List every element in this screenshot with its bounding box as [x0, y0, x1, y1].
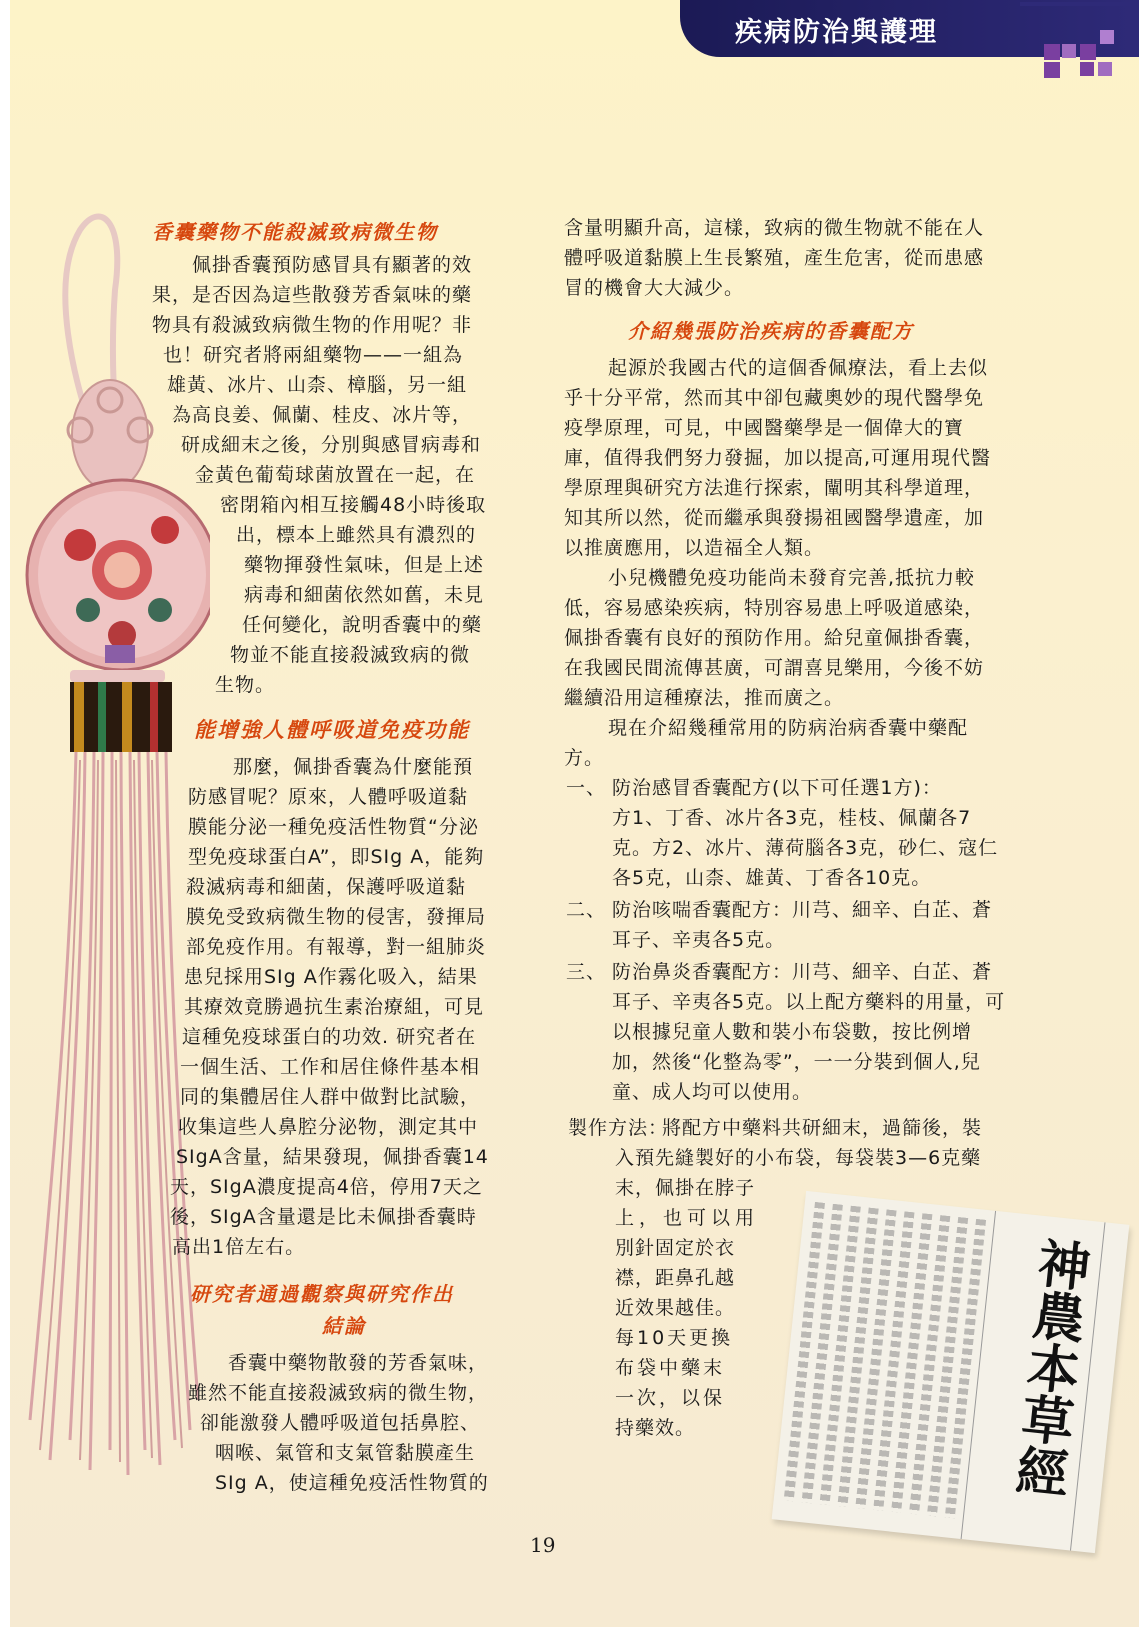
recipe-line: 防治咳喘香囊配方：川芎、細辛、白芷、蒼 [612, 899, 993, 921]
method-line: 別針固定於衣 [615, 1237, 736, 1259]
decor-square [1100, 30, 1114, 44]
paragraph-line: 為高良姜、佩蘭、桂皮、冰片等， [172, 404, 473, 426]
recipe-line: 克。方2、冰片、薄荷腦各3克，砂仁、寇仁 [612, 837, 999, 859]
paragraph-line: 病毒和細菌依然如舊，未見 [244, 584, 485, 606]
paragraph-line: 那麼，佩掛香囊為什麼能預 [233, 756, 474, 778]
book-title: 神農本草經 [1004, 1234, 1093, 1500]
recipe-line: 童、成人均可以使用。 [612, 1081, 813, 1103]
paragraph-line: 起源於我國古代的這個香佩療法，看上去似 [608, 357, 989, 379]
decor-square [1080, 62, 1094, 76]
decor-square [1044, 62, 1060, 78]
paragraph-line: 膜能分泌一種免疫活性物質“分泌 [188, 816, 479, 838]
decor-square [1062, 44, 1076, 58]
paragraph-line: 學原理與研究方法進行探索，闡明其科學道理， [564, 477, 985, 499]
paragraph-line: 方。 [564, 747, 605, 769]
method-line: 襟，距鼻孔越 [615, 1267, 736, 1289]
heading-formulas: 介紹幾張防治疾病的香囊配方 [628, 319, 914, 343]
method-line: 近效果越佳。 [615, 1297, 736, 1319]
paragraph-line: 卻能激發人體呼吸道包括鼻腔、 [200, 1412, 481, 1434]
method-line: 布袋中藥末 [615, 1357, 726, 1379]
recipe-number: 一、 [566, 777, 607, 799]
heading-conclusion: 研究者通過觀察與研究作出 [190, 1282, 454, 1306]
paragraph-line: 一個生活、工作和居住條件基本相 [180, 1056, 481, 1078]
paragraph-line: 生物。 [215, 674, 276, 696]
scan-edge-bottom [0, 1627, 1139, 1633]
paragraph-line: 雖然不能直接殺滅致病的微生物， [188, 1382, 489, 1404]
paragraph-line: 其療效竟勝過抗生素治療組，可見 [184, 996, 485, 1018]
paragraph-line: 後，SIgA含量還是比未佩掛香囊時 [170, 1206, 477, 1228]
recipe-number: 三、 [566, 961, 607, 983]
recipe-line: 防治鼻炎香囊配方：川芎、細辛、白芷、蒼 [612, 961, 993, 983]
paragraph-line: SIg A，使這種免疫活性物質的 [215, 1472, 489, 1494]
page-number: 19 [530, 1533, 556, 1557]
banner-rule [1020, 2, 1139, 6]
paragraph-line: 這種免疫球蛋白的功效. 研究者在 [182, 1026, 477, 1048]
paragraph-line: 密閉箱內相互接觸48小時後取 [220, 494, 487, 516]
paragraph-line: 繼續沿用這種療法，推而廣之。 [564, 687, 845, 709]
paragraph-line: 物並不能直接殺滅致病的微 [230, 644, 471, 666]
recipe-line: 耳子、辛夷各5克。 [612, 929, 786, 951]
paragraph-line: 金黃色葡萄球菌放置在一起，在 [195, 464, 476, 486]
decor-square [1044, 44, 1060, 60]
paragraph-line: 以推廣應用，以造福全人類。 [564, 537, 825, 559]
paragraph-line: 在我國民間流傳甚廣，可謂喜見樂用，今後不妨 [564, 657, 985, 679]
paragraph-line: 患兒採用SIg A作霧化吸入，結果 [184, 966, 478, 988]
shennong-bencao-book-image [772, 1191, 1130, 1553]
paragraph-line: 體呼吸道黏膜上生長繁殖，產生危害，從而患感 [564, 247, 985, 269]
recipe-line: 以根據兒童人數和裝小布袋數，按比例增 [612, 1021, 973, 1043]
recipe-line: 防治感冒香囊配方(以下可任選1方)： [612, 777, 942, 799]
method-line: 入預先縫製好的小布袋，每袋裝3—6克藥 [615, 1147, 982, 1169]
paragraph-line: 天，SIgA濃度提高4倍，停用7天之 [170, 1176, 483, 1198]
method-line: 上，也可以用 [615, 1207, 760, 1229]
recipe-line: 耳子、辛夷各5克。以上配方藥料的用量，可 [612, 991, 1006, 1013]
recipe-number: 二、 [566, 899, 607, 921]
paragraph-line: 部免疫作用。有報導，對一組肺炎 [186, 936, 487, 958]
paragraph-line: 咽喉、氣管和支氣管黏膜產生 [215, 1442, 476, 1464]
paragraph-line: 疫學原理，可見，中國醫藥學是一個偉大的寶 [564, 417, 965, 439]
heading-immunity: 能增強人體呼吸道免疫功能 [194, 717, 470, 742]
heading-conclusion-cont: 結論 [322, 1314, 366, 1338]
paragraph-line: 同的集體居住人群中做對比試驗， [180, 1086, 481, 1108]
paragraph-line: 知其所以然，從而繼承與發揚祖國醫學遺產，加 [564, 507, 985, 529]
paragraph-line: 香囊中藥物散發的芳香氣味， [228, 1352, 489, 1374]
paragraph-line: 也！研究者將兩組藥物——一組為 [163, 344, 464, 366]
paragraph-line: 冒的機會大大減少。 [564, 277, 745, 299]
paragraph-line: 佩掛香囊有良好的預防作用。給兒童佩掛香囊， [564, 627, 985, 649]
scan-edge [0, 0, 10, 1633]
method-line: 一次，以保 [615, 1387, 726, 1409]
paragraph-line: 型免疫球蛋白A”，即SIg A，能夠 [188, 846, 485, 868]
paragraph-line: 防感冒呢？原來，人體呼吸道黏 [188, 786, 469, 808]
paragraph-line: 收集這些人鼻腔分泌物，測定其中 [178, 1116, 479, 1138]
paragraph-line: 藥物揮發性氣味，但是上述 [244, 554, 485, 576]
paragraph-line: 含量明顯升高，這樣，致病的微生物就不能在人 [564, 217, 985, 239]
paragraph-line: 佩掛香囊預防感冒具有顯著的效 [192, 254, 473, 276]
paragraph-line: 任何變化，說明香囊中的藥 [242, 614, 483, 636]
decor-square [1080, 44, 1096, 60]
paragraph-line: 出，標本上雖然具有濃烈的 [236, 524, 477, 546]
paragraph-line: 殺滅病毒和細菌，保護呼吸道黏 [186, 876, 467, 898]
paragraph-line: 低，容易感染疾病，特別容易患上呼吸道感染， [564, 597, 985, 619]
method-line: 每10天更換 [615, 1327, 734, 1349]
paragraph-line: 研成細末之後，分別與感冒病毒和 [181, 434, 482, 456]
heading-sachet-cannot-kill: 香囊藥物不能殺滅致病微生物 [152, 220, 438, 244]
paragraph-line: 雄黃、冰片、山柰、樟腦，另一組 [167, 374, 468, 396]
paragraph-line: 乎十分平常，然而其中卻包藏奧妙的現代醫學免 [564, 387, 985, 409]
paragraph-line: 小兒機體免疫功能尚未發育完善,抵抗力較 [608, 567, 976, 589]
method-line: 末，佩掛在脖子 [615, 1177, 756, 1199]
section-title: 疾病防治與護理 [735, 17, 938, 48]
decor-square [1098, 62, 1112, 76]
method-label: 製作方法： [568, 1117, 669, 1139]
paragraph-line: 果，是否因為這些散發芳香氣味的藥 [152, 284, 473, 306]
paragraph-line: 庫，值得我們努力發掘，加以提高,可運用現代醫 [564, 447, 992, 469]
paragraph-line: 現在介紹幾種常用的防病治病香囊中藥配 [608, 717, 969, 739]
method-line: 將配方中藥料共研細末，過篩後，裝 [662, 1117, 983, 1139]
paragraph-line: 物具有殺滅致病微生物的作用呢？非 [152, 314, 473, 336]
paragraph-line: SIgA含量，結果發現，佩掛香囊14 [176, 1146, 489, 1168]
paragraph-line: 膜免受致病微生物的侵害，發揮局 [186, 906, 487, 928]
recipe-line: 方1、丁香、冰片各3克，桂枝、佩蘭各7 [612, 807, 972, 829]
paragraph-line: 高出1倍左右。 [172, 1236, 306, 1258]
method-line: 持藥效。 [615, 1417, 696, 1439]
recipe-line: 加，然後“化整為零”，一一分裝到個人,兒 [612, 1051, 981, 1073]
recipe-line: 各5克，山柰、雄黃、丁香各10克。 [612, 867, 932, 889]
